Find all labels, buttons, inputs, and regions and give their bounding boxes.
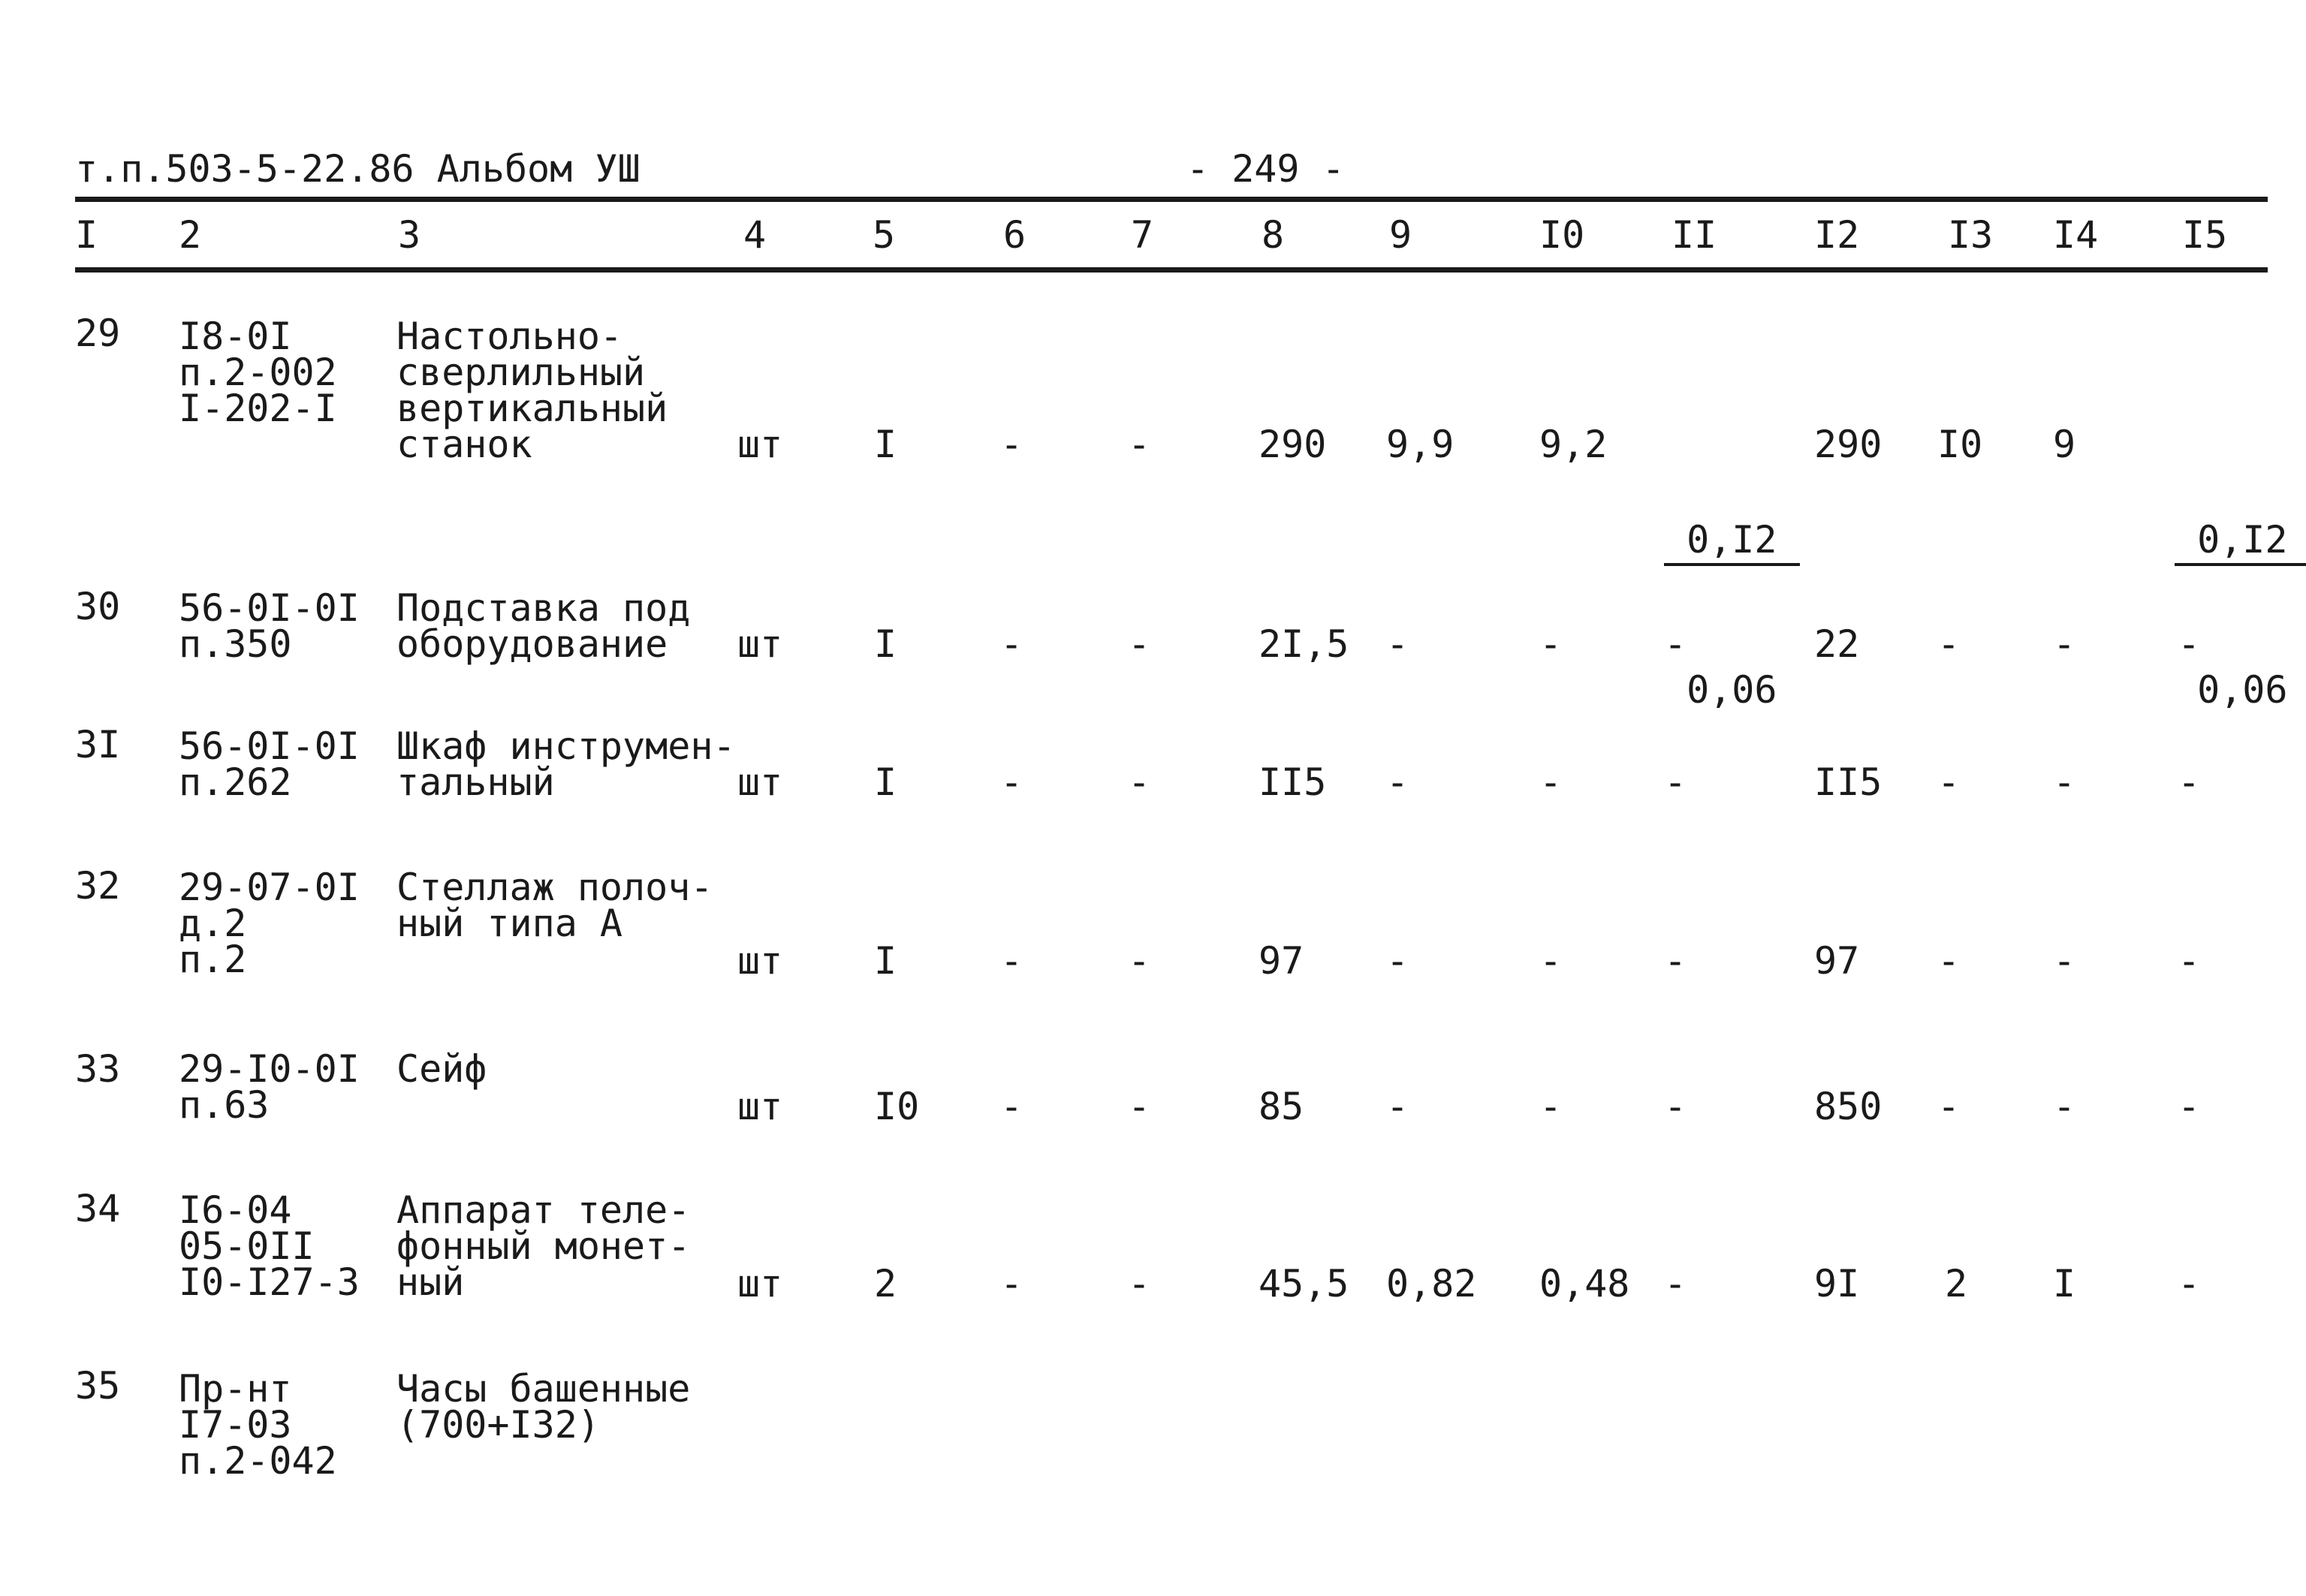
value-col-13: - bbox=[1937, 622, 1961, 666]
value-col-11-fraction bbox=[1664, 417, 1800, 814]
value-col-14: - bbox=[2053, 939, 2076, 983]
value-col-10: 0,48 bbox=[1539, 1262, 1630, 1305]
catalog-code: 29-07-0I д.2 п.2 bbox=[179, 866, 360, 981]
value-col-7: - bbox=[1128, 760, 1151, 804]
row-number: 32 bbox=[75, 864, 121, 908]
value-col-8: 290 bbox=[1259, 423, 1327, 466]
value-col-8: 85 bbox=[1259, 1085, 1304, 1128]
value-col-15: - bbox=[2178, 760, 2201, 804]
quantity: I bbox=[874, 622, 897, 666]
value-col-10: 9,2 bbox=[1539, 423, 1608, 466]
value-col-7: - bbox=[1128, 622, 1151, 666]
value-col-15: - bbox=[2178, 1262, 2201, 1305]
value-col-12: 97 bbox=[1814, 939, 1860, 983]
value-col-11: - bbox=[1664, 760, 1687, 804]
column-number-4: 4 bbox=[743, 213, 767, 257]
value-col-11: - bbox=[1664, 622, 1687, 666]
catalog-code: 56-0I-0I п.262 bbox=[179, 724, 360, 804]
value-col-13: 2 bbox=[1945, 1262, 1968, 1305]
fraction-denominator: 0,06 bbox=[1687, 668, 1777, 712]
fraction-denominator: 0,06 bbox=[2197, 668, 2288, 712]
value-col-6: - bbox=[1000, 939, 1023, 983]
value-col-9: - bbox=[1386, 622, 1409, 666]
equipment-name: Шкаф инструмен- тальный bbox=[396, 724, 736, 804]
column-number-2: 2 bbox=[179, 213, 202, 257]
value-col-15: - bbox=[2178, 939, 2201, 983]
column-number-10: I0 bbox=[1539, 213, 1585, 257]
fraction-numerator: 0,I2 bbox=[2175, 516, 2306, 566]
catalog-code: I8-0I п.2-002 I-202-I bbox=[179, 315, 337, 430]
value-col-12: 850 bbox=[1814, 1085, 1882, 1128]
value-col-15: - bbox=[2178, 622, 2201, 666]
column-number-14: I4 bbox=[2053, 213, 2099, 257]
value-col-9: - bbox=[1386, 760, 1409, 804]
quantity: 2 bbox=[874, 1262, 897, 1305]
catalog-code: 29-I0-0I п.63 bbox=[179, 1047, 360, 1127]
value-col-15-fraction bbox=[2175, 417, 2306, 814]
value-col-7: - bbox=[1128, 423, 1151, 466]
value-col-15: - bbox=[2178, 1085, 2201, 1128]
value-col-9: 9,9 bbox=[1386, 423, 1454, 466]
value-col-11: - bbox=[1664, 1262, 1687, 1305]
page-number: - 249 - bbox=[1186, 147, 1345, 191]
unit: шт bbox=[737, 760, 783, 804]
value-col-8: 45,5 bbox=[1259, 1262, 1349, 1305]
column-number-11: II bbox=[1671, 213, 1717, 257]
value-col-8: 2I,5 bbox=[1259, 622, 1349, 666]
equipment-name: Настольно- сверлильный вертикальный станок bbox=[396, 315, 668, 466]
header-rule-top bbox=[75, 197, 2268, 202]
column-number-15: I5 bbox=[2182, 213, 2228, 257]
value-col-7: - bbox=[1128, 1262, 1151, 1305]
row-number: 35 bbox=[75, 1364, 121, 1408]
column-number-13: I3 bbox=[1948, 213, 1994, 257]
column-number-12: I2 bbox=[1814, 213, 1860, 257]
value-col-6: - bbox=[1000, 1262, 1023, 1305]
value-col-8: II5 bbox=[1259, 760, 1327, 804]
value-col-6: - bbox=[1000, 1085, 1023, 1128]
unit: шт bbox=[737, 1085, 783, 1128]
unit: шт bbox=[737, 622, 783, 666]
value-col-7: - bbox=[1128, 1085, 1151, 1128]
equipment-name: Сейф bbox=[396, 1047, 487, 1091]
column-number-1: I bbox=[75, 213, 98, 257]
value-col-13: I0 bbox=[1937, 423, 1983, 466]
value-col-14: - bbox=[2053, 760, 2076, 804]
column-number-5: 5 bbox=[873, 213, 896, 257]
catalog-code: 56-0I-0I п.350 bbox=[179, 586, 360, 666]
column-number-7: 7 bbox=[1131, 213, 1154, 257]
value-col-8: 97 bbox=[1259, 939, 1304, 983]
quantity: I bbox=[874, 423, 897, 466]
equipment-name: Часы башенные (700+I32) bbox=[396, 1367, 691, 1447]
column-number-9: 9 bbox=[1389, 213, 1412, 257]
value-col-14: - bbox=[2053, 622, 2076, 666]
unit: шт bbox=[737, 423, 783, 466]
value-col-6: - bbox=[1000, 622, 1023, 666]
value-col-12: II5 bbox=[1814, 760, 1882, 804]
unit: шт bbox=[737, 1262, 783, 1305]
column-number-8: 8 bbox=[1262, 213, 1285, 257]
equipment-name: Аппарат теле- фонный монет- ный bbox=[396, 1188, 691, 1304]
value-col-10: - bbox=[1539, 760, 1563, 804]
value-col-12: 9I bbox=[1814, 1262, 1860, 1305]
unit: шт bbox=[737, 939, 783, 983]
quantity: I0 bbox=[874, 1085, 920, 1128]
quantity: I bbox=[874, 760, 897, 804]
value-col-6: - bbox=[1000, 760, 1023, 804]
value-col-6: - bbox=[1000, 423, 1023, 466]
fraction-numerator: 0,I2 bbox=[1664, 516, 1800, 566]
column-number-3: 3 bbox=[398, 213, 421, 257]
value-col-12: 22 bbox=[1814, 622, 1860, 666]
value-col-13: - bbox=[1937, 1085, 1961, 1128]
value-col-14: I bbox=[2053, 1262, 2076, 1305]
row-number: 30 bbox=[75, 585, 121, 628]
equipment-name: Подставка под оборудование bbox=[396, 586, 691, 666]
value-col-14: 9 bbox=[2053, 423, 2076, 466]
row-number: 34 bbox=[75, 1187, 121, 1230]
row-number: 29 bbox=[75, 312, 121, 355]
value-col-11: - bbox=[1664, 939, 1687, 983]
value-col-14: - bbox=[2053, 1085, 2076, 1128]
value-col-11: - bbox=[1664, 1085, 1687, 1128]
value-col-9: - bbox=[1386, 1085, 1409, 1128]
column-number-6: 6 bbox=[1003, 213, 1026, 257]
row-number: 33 bbox=[75, 1047, 121, 1091]
catalog-code: Пр-нт I7-03 п.2-042 bbox=[179, 1367, 337, 1483]
equipment-name: Стеллаж полоч- ный типа А bbox=[396, 866, 713, 945]
value-col-10: - bbox=[1539, 939, 1563, 983]
value-col-12: 290 bbox=[1814, 423, 1882, 466]
value-col-9: - bbox=[1386, 939, 1409, 983]
value-col-7: - bbox=[1128, 939, 1151, 983]
row-number: 3I bbox=[75, 723, 121, 766]
value-col-9: 0,82 bbox=[1386, 1262, 1477, 1305]
quantity: I bbox=[874, 939, 897, 983]
document-reference: т.п.503-5-22.86 Альбом УШ bbox=[75, 147, 641, 191]
header-rule-bottom bbox=[75, 267, 2268, 273]
value-col-13: - bbox=[1937, 939, 1961, 983]
value-col-10: - bbox=[1539, 622, 1563, 666]
value-col-10: - bbox=[1539, 1085, 1563, 1128]
value-col-13: - bbox=[1937, 760, 1961, 804]
catalog-code: I6-04 05-0II I0-I27-3 bbox=[179, 1188, 360, 1304]
